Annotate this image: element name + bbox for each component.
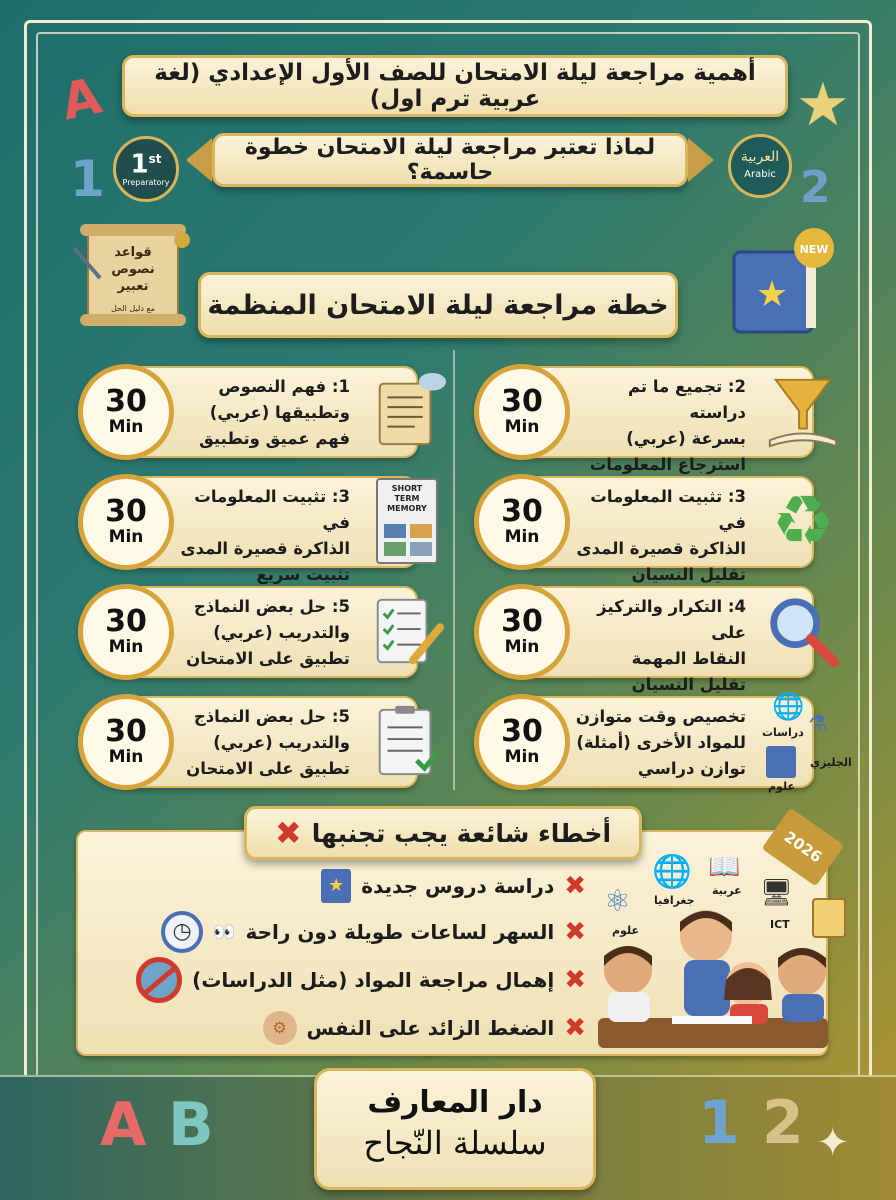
number-2-footer-decoration: 2 — [762, 1088, 804, 1158]
series-name: سلسلة النّجاح — [363, 1124, 547, 1162]
column-divider — [453, 350, 455, 790]
number-1-footer-decoration: 1 — [698, 1088, 740, 1158]
letter-a-decoration: A — [56, 66, 107, 132]
publisher-box — [314, 1068, 596, 1190]
plan-card-right-4 — [474, 692, 852, 793]
scroll-illustration — [70, 218, 196, 336]
publisher-name: دار المعارف — [367, 1085, 543, 1120]
funnel-book-icon — [764, 372, 842, 450]
new-book-icon: ★ — [321, 869, 351, 903]
subject-label-ict: ICT — [770, 918, 790, 931]
mistake-item: ✖ إهمال مراجعة المواد (مثل الدراسات) — [136, 960, 586, 1000]
svg-text:NEW: NEW — [799, 243, 829, 256]
x-mark-icon: ✖ — [564, 917, 586, 947]
plan-card-right-2 — [474, 476, 835, 584]
subject-label-science: علوم — [768, 780, 795, 793]
mistake-item: ✖ السهر لساعات طويلة دون راحة 👀 ◷ — [161, 912, 586, 952]
card-text: تخصيص وقت متوازن للمواد الأخرى (أمثلة) توازن دراسي — [575, 707, 746, 778]
svg-text:★: ★ — [755, 274, 789, 315]
card-text: 5: حل بعض النماذج والتدريب (عربي) تطبيق على الامتحان — [186, 707, 350, 778]
subjects-icon — [758, 692, 852, 793]
card-text: 3: تثبيت المعلومات في الذاكرة قصيرة المدى تقليل النسيان — [576, 487, 746, 584]
page-subtitle: لماذا تعتبر مراجعة ليلة الامتحان خطوة حاسمة؟ — [212, 133, 688, 187]
plan-card-left-2 — [78, 476, 427, 584]
subject-label-english: الجليزي — [810, 756, 852, 769]
arabic-subject-badge: العربية Arabic — [728, 134, 792, 198]
stress-head-icon: ⚙ — [263, 1011, 297, 1045]
atom-icon: ⚛ — [604, 884, 631, 919]
globe-icon: 🌐 — [772, 692, 805, 722]
subject-label-geography: جغرافيا — [654, 894, 695, 907]
mistakes-title: أخطاء شائعة يجب تجنبها ✖ — [244, 806, 642, 860]
magnifier-icon — [764, 592, 842, 670]
x-mark-icon: ✖ — [564, 965, 586, 995]
x-mark-icon: ✖ — [564, 1013, 586, 1043]
scroll-icon — [368, 372, 446, 450]
subject-label-studies: دراسات — [762, 726, 804, 739]
grade-badge: 1st Preparatory — [113, 136, 179, 202]
students-illustration — [588, 900, 838, 1050]
subtitle-ribbon-tail-right — [688, 138, 714, 182]
plan-card-left-4 — [78, 696, 418, 788]
time-circle: 30 Min — [474, 364, 570, 460]
plan-card-right-1 — [474, 366, 814, 474]
plan-card-right-3 — [474, 586, 814, 694]
checklist-pencil-icon — [368, 592, 446, 670]
recycle-icon: ♻ — [771, 480, 835, 562]
plan-card-left-3 — [78, 586, 418, 678]
card-text: 3: تثبيت المعلومات في الذاكرة قصيرة المدى تثبيت سريع — [180, 487, 350, 584]
number-2-decoration: 2 — [800, 162, 831, 213]
card-text: 4: التكرار والتركيز على النقاط المهمة تقليل النسيان — [597, 597, 746, 694]
scroll-subtitle: مع دليل الحل — [111, 304, 155, 313]
card-text: 2: تجميع ما تم دراسته بسرعة (عربي) استرجاع المعلومات — [589, 377, 746, 474]
plan-title: خطة مراجعة ليلة الامتحان المنظمة — [198, 272, 678, 338]
number-1-decoration: 1 — [70, 150, 105, 208]
time-circle: 30 Min — [474, 584, 570, 680]
short-term-memory-icon — [368, 482, 446, 560]
letter-b-footer-decoration: B — [168, 1090, 214, 1160]
subject-label-arabic: عربية — [712, 884, 742, 897]
sparkle-decoration: ✦ — [816, 1120, 850, 1166]
time-circle: 30 Min — [78, 364, 174, 460]
open-book-icon: 📖 — [708, 852, 741, 882]
x-mark-icon: ✖ — [564, 871, 586, 901]
clipboard-check-icon — [368, 702, 446, 780]
year-tag: 2026 — [762, 808, 845, 887]
globe-icon: 🌐 — [652, 852, 692, 890]
alarm-clock-icon: ◷ — [161, 911, 203, 953]
card-text: 1: فهم النصوص وتطبيقها (عربي) فهم عميق وتطبيق — [199, 377, 350, 448]
book-new-illustration — [728, 222, 838, 338]
memory-label: SHORT TERM MEMORY — [387, 484, 427, 513]
x-mark-icon: ✖ — [274, 814, 302, 852]
letter-a-footer-decoration: A — [100, 1090, 147, 1160]
microscope-icon: ⚗ — [808, 712, 828, 737]
mistake-item: ✖ الضغط الزائد على النفس ⚙ — [263, 1008, 586, 1048]
globe-prohibited-icon — [136, 957, 182, 1003]
card-text: 5: حل بعض النماذج والتدريب (عربي) تطبيق على الامتحان — [186, 597, 350, 668]
time-circle: 30 Min — [78, 694, 174, 790]
time-circle: 30 Min — [474, 474, 570, 570]
scroll-title: قواعد نصوص تعبير — [111, 245, 155, 294]
plan-card-left-1 — [78, 366, 418, 458]
mistake-item: ✖ دراسة دروس جديدة ★ — [321, 866, 586, 906]
page-title: أهمية مراجعة ليلة الامتحان للصف الأول الإعدادي (لغة عربية ترم اول) — [122, 55, 788, 117]
subtitle-ribbon-tail-left — [186, 138, 212, 182]
star-decoration: ★ — [796, 70, 850, 140]
subject-label-science: علوم — [612, 924, 639, 937]
time-circle: 30 Min — [78, 474, 174, 570]
time-circle: 30 Min — [78, 584, 174, 680]
computer-icon: 🖥 — [760, 878, 794, 908]
tired-eyes-icon: 👀 — [213, 921, 236, 943]
time-circle: 30 Min — [474, 694, 570, 790]
science-book-icon — [766, 746, 796, 778]
